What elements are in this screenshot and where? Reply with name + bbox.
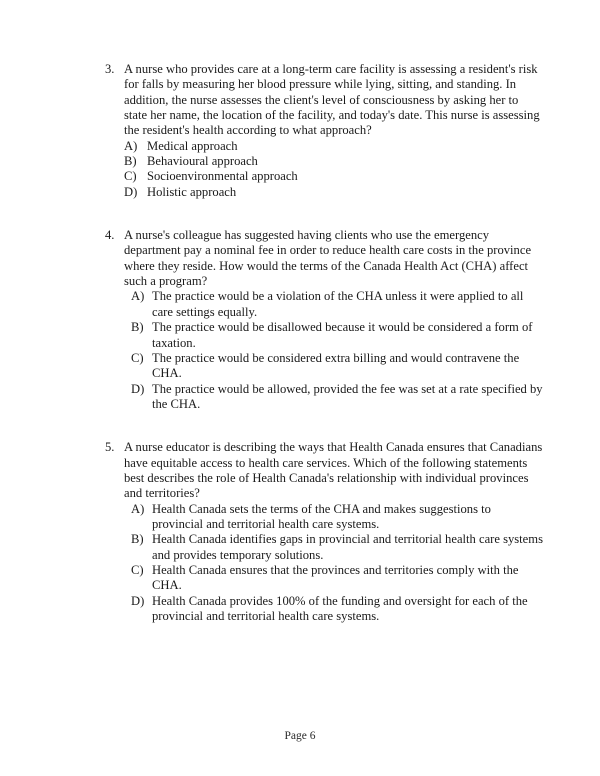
option-text: Health Canada provides 100% of the funding and oversight for each of the provincial and territorial health care systems. (152, 593, 528, 623)
page-footer: Page 6 (284, 730, 316, 742)
option-letter: B) (124, 154, 137, 169)
question-text: A nurse who provides care at a long-term care facility is assessing a resident's risk for falls by measuring her blood pressure while lying, sitting, and standing. In addition, the nurse assesses the client's level of consciousness by asking her to state her name, the location of the facility, and today's date. This nurse is assessing the resident's health according to what approach? (124, 62, 540, 138)
option-text: Medical approach (147, 138, 238, 153)
option-letter: A) (124, 138, 138, 153)
option-letter: B) (131, 320, 144, 335)
question-number: 5. (105, 440, 115, 455)
answer-option[interactable] (105, 169, 543, 184)
answer-option[interactable] (105, 351, 543, 382)
answer-option[interactable] (105, 563, 543, 594)
option-letter: C) (131, 562, 144, 577)
answer-option[interactable] (105, 382, 543, 413)
option-text: The practice would be a violation of the CHA unless it were applied to all care settings equally. (152, 289, 524, 319)
option-text: The practice would be considered extra billing and would contravene the CHA. (152, 350, 520, 381)
answer-option[interactable] (105, 139, 543, 154)
option-letter: D) (131, 593, 145, 608)
option-text: The practice would be disallowed because it would be considered a form of taxation. (152, 320, 533, 350)
option-text: Holistic approach (147, 184, 237, 199)
option-letter: B) (131, 532, 144, 547)
answer-option[interactable] (105, 594, 543, 625)
option-letter: C) (131, 350, 144, 365)
option-letter: D) (124, 184, 138, 199)
option-letter: A) (131, 289, 145, 304)
answer-option[interactable] (105, 320, 543, 351)
answer-options (105, 139, 543, 200)
answer-options (105, 502, 543, 625)
answer-option[interactable] (105, 185, 543, 200)
answer-option[interactable] (105, 502, 543, 533)
question-stem (105, 440, 543, 501)
answer-option[interactable] (105, 289, 543, 320)
question-text: A nurse educator is describing the ways that Health Canada ensures that Canadians have equitable access to health care services. Which of the following statements best describes the role of Health Canada's relationship with individual provinces and territories? (124, 440, 543, 501)
option-text: Socioenvironmental approach (147, 169, 298, 184)
answer-option[interactable] (105, 154, 543, 169)
option-text: Behavioural approach (147, 154, 258, 169)
option-letter: D) (131, 381, 145, 396)
question-item (105, 228, 543, 412)
question-stem (105, 62, 543, 139)
option-text: Health Canada ensures that the provinces and territories comply with the CHA. (152, 562, 519, 593)
question-item (105, 440, 543, 624)
option-letter: C) (124, 169, 137, 184)
question-item (105, 62, 543, 200)
answer-option[interactable] (105, 532, 543, 563)
question-stem (105, 228, 543, 289)
question-text: A nurse's colleague has suggested having clients who use the emergency department pay a nominal fee in order to reduce health care costs in the province where they reside. How would the terms of the Canada Health Act (CHA) affect such a program? (124, 228, 532, 289)
question-number: 3. (105, 62, 115, 76)
answer-options (105, 289, 543, 412)
option-text: Health Canada sets the terms of the CHA and makes suggestions to provincial and territorial health care systems. (152, 501, 491, 531)
option-text: Health Canada identifies gaps in provincial and territorial health care systems and provides temporary solutions. (152, 532, 543, 562)
question-number: 4. (105, 228, 115, 243)
option-text: The practice would be allowed, provided the fee was set at a rate specified by the CHA. (152, 381, 543, 411)
option-letter: A) (131, 501, 145, 516)
question-list (105, 62, 543, 624)
